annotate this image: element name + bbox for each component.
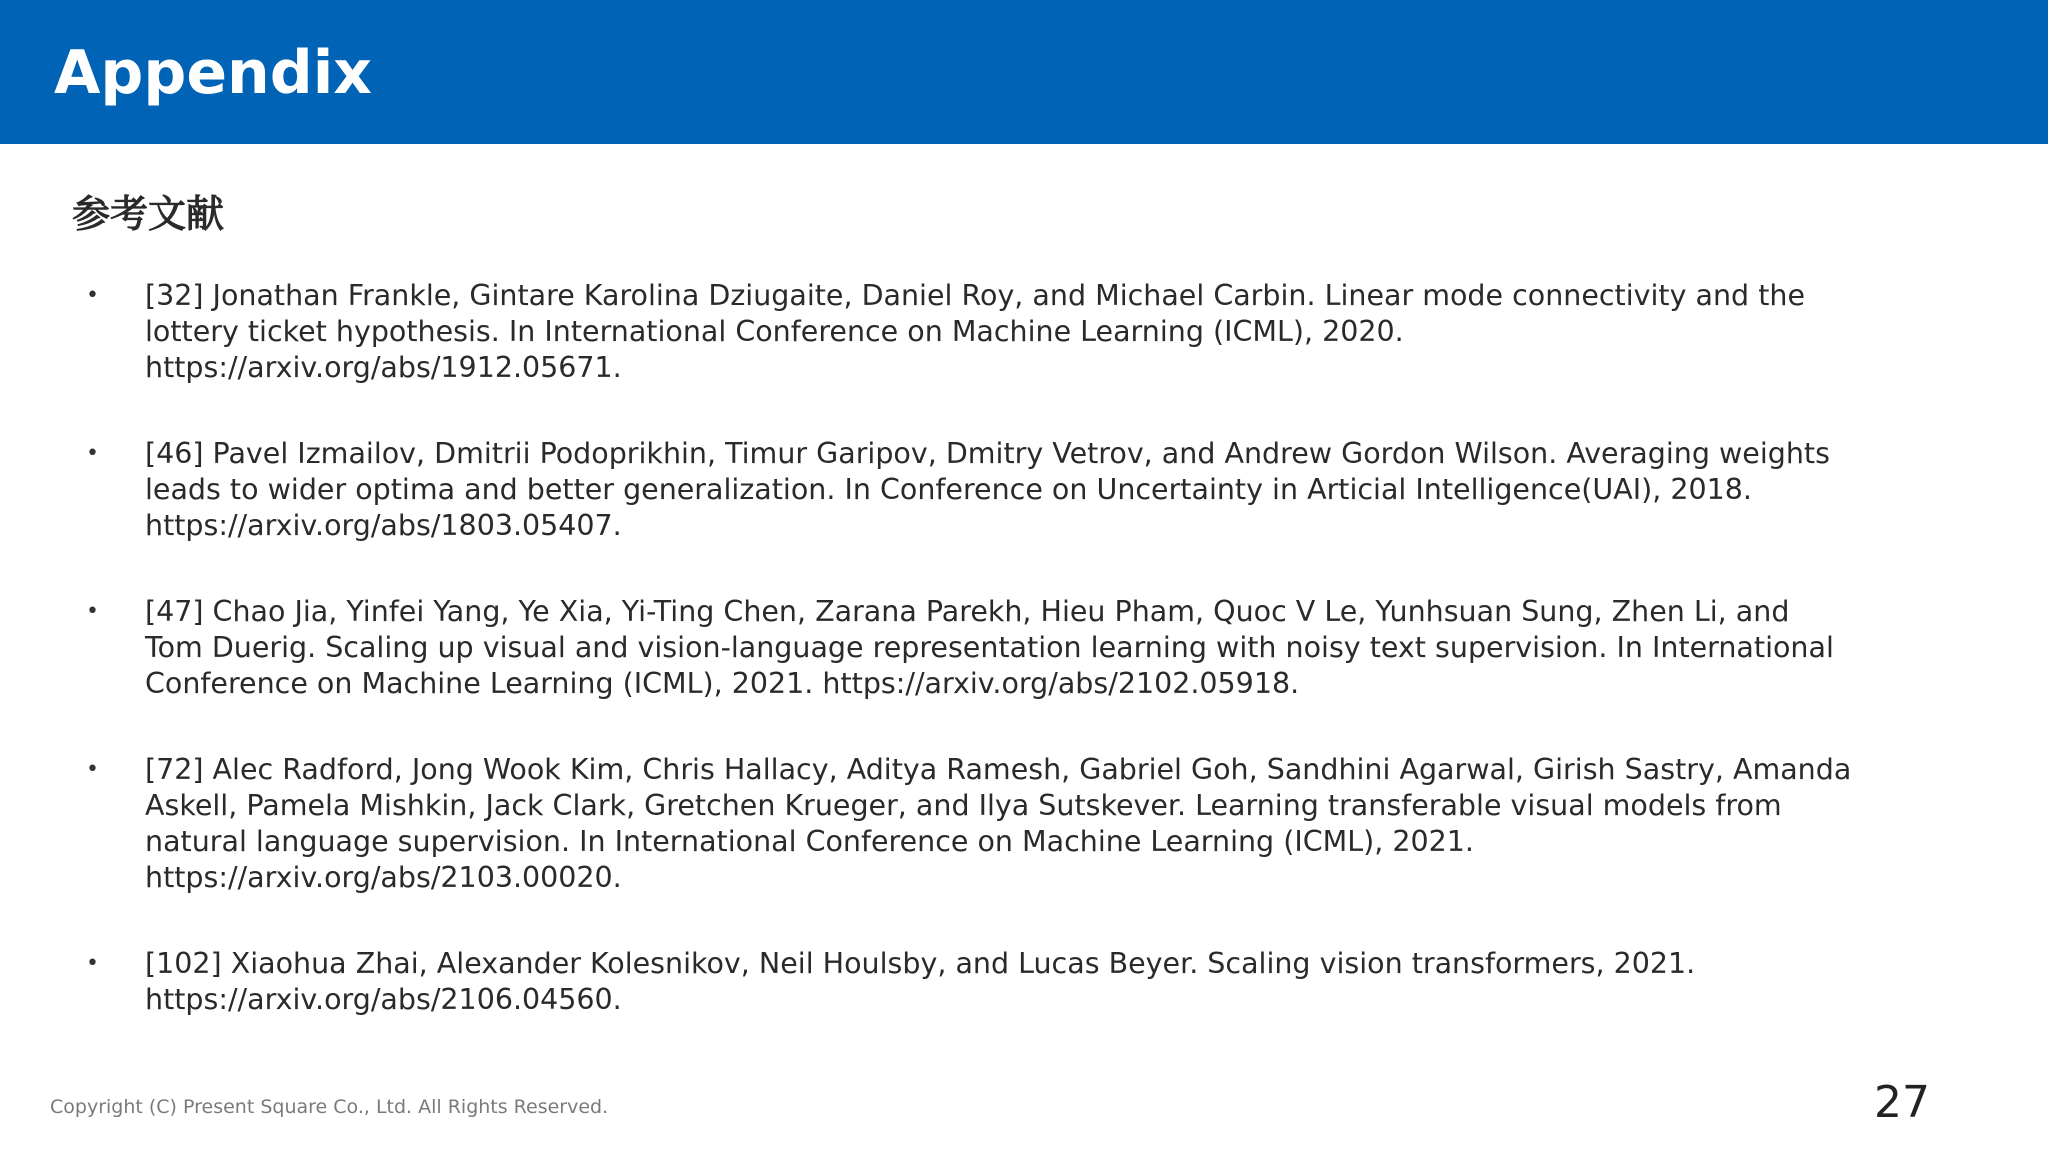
reference-text: [102] Xiaohua Zhai, Alexander Kolesnikov, Neil Houlsby, and Lucas Beyer. Scaling vision transformers, 2021. https://arxiv.org/abs/2106.04560.: [145, 947, 1696, 1016]
reference-text: [47] Chao Jia, Yinfei Yang, Ye Xia, Yi-Ting Chen, Zarana Parekh, Hieu Pham, Quoc V Le, Yunhsuan Sung, Zhen Li, and Tom Duerig. Scaling up visual and vision-language representation learning with noisy text supervision. In International Conference on Machine Learning (ICML), 2021. https://arxiv.org/abs/2102.05918.: [145, 595, 1834, 700]
reference-item: [0, 752, 2048, 896]
reference-text: [46] Pavel Izmailov, Dmitrii Podoprikhin, Timur Garipov, Dmitry Vetrov, and Andrew Gordon Wilson. Averaging weights leads to wider optima and better generalization. In Conference on Uncertainty in Articial Intelligence(UAI), 2018. https://arxiv.org/abs/1803.05407.: [145, 437, 1830, 542]
bullet-icon: •: [86, 283, 99, 308]
bullet-icon: •: [86, 441, 99, 466]
reference-item: [0, 436, 2048, 544]
reference-item: [0, 278, 2048, 386]
reference-item: [0, 594, 2048, 702]
reference-list: [0, 278, 2048, 1068]
bullet-icon: •: [86, 951, 99, 976]
section-heading: 参考文献: [72, 192, 225, 236]
slide-title: Appendix: [54, 38, 372, 108]
copyright-notice: Copyright (C) Present Square Co., Ltd. All Rights Reserved.: [50, 1096, 609, 1118]
page-number: 27: [1874, 1077, 1930, 1128]
header-bar: [0, 0, 2048, 144]
reference-item: [0, 946, 2048, 1018]
bullet-icon: •: [86, 757, 99, 782]
reference-text: [72] Alec Radford, Jong Wook Kim, Chris Hallacy, Aditya Ramesh, Gabriel Goh, Sandhini Agarwal, Girish Sastry, Amanda Askell, Pamela Mishkin, Jack Clark, Gretchen Krueger, and Ilya Sutskever. Learning transferable visual models from natural language supervision. In International Conference on Machine Learning (ICML), 2021. https://arxiv.org/abs/2103.00020.: [145, 753, 1852, 894]
bullet-icon: •: [86, 599, 99, 624]
reference-text: [32] Jonathan Frankle, Gintare Karolina Dziugaite, Daniel Roy, and Michael Carbin. Linear mode connectivity and the lottery ticket hypothesis. In International Conference on Machine Learning (ICML), 2020. https://arxiv.org/abs/1912.05671.: [145, 279, 1805, 384]
